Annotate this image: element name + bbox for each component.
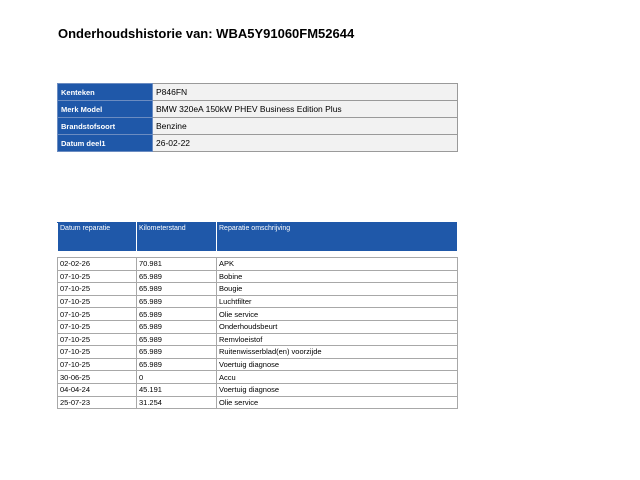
vehicle-info-table [57, 83, 458, 152]
cell-mileage: 65.989 [137, 320, 217, 333]
cell-mileage: 65.989 [137, 283, 217, 296]
vehicle-info-label: Datum deel1 [58, 135, 153, 152]
table-row [58, 320, 458, 333]
cell-mileage: 65.989 [137, 308, 217, 321]
table-row [58, 358, 458, 371]
cell-mileage: 65.989 [137, 295, 217, 308]
cell-description: Luchtfilter [217, 295, 458, 308]
table-row [58, 346, 458, 359]
table-row [58, 308, 458, 321]
table-row [58, 258, 458, 271]
cell-mileage: 65.989 [137, 358, 217, 371]
vehicle-info-value: Benzine [153, 118, 458, 135]
cell-mileage: 45.191 [137, 383, 217, 396]
vehicle-info-label: Kenteken [58, 84, 153, 101]
cell-description: Voertuig diagnose [217, 383, 458, 396]
repair-history-table [57, 222, 458, 409]
vehicle-info-label: Merk Model [58, 101, 153, 118]
vehicle-info-value: BMW 320eA 150kW PHEV Business Edition Plus [153, 101, 458, 118]
cell-date: 07-10-25 [58, 308, 137, 321]
cell-date: 04-04-24 [58, 383, 137, 396]
cell-description: Onderhoudsbeurt [217, 320, 458, 333]
table-row [58, 396, 458, 409]
vehicle-info-row [58, 101, 458, 118]
cell-date: 07-10-25 [58, 358, 137, 371]
cell-description: Olie service [217, 308, 458, 321]
cell-date: 30-06-25 [58, 371, 137, 384]
vehicle-info-value: P846FN [153, 84, 458, 101]
cell-mileage: 65.989 [137, 346, 217, 359]
cell-description: APK [217, 258, 458, 271]
column-header-description: Reparatie omschrijving [217, 223, 458, 252]
cell-date: 02-02-26 [58, 258, 137, 271]
cell-date: 07-10-25 [58, 346, 137, 359]
cell-description: Bougie [217, 283, 458, 296]
vehicle-info-row [58, 135, 458, 152]
cell-date: 07-10-25 [58, 295, 137, 308]
vehicle-info-value: 26-02-22 [153, 135, 458, 152]
column-header-date: Datum reparatie [58, 223, 137, 252]
table-row [58, 295, 458, 308]
repair-history-body [58, 252, 458, 409]
cell-date: 07-10-25 [58, 320, 137, 333]
cell-date: 07-10-25 [58, 283, 137, 296]
table-row [58, 383, 458, 396]
cell-date: 07-10-25 [58, 333, 137, 346]
cell-mileage: 70.981 [137, 258, 217, 271]
cell-description: Remvloeistof [217, 333, 458, 346]
table-header-row [58, 223, 458, 252]
table-row [58, 371, 458, 384]
cell-date: 07-10-25 [58, 270, 137, 283]
cell-date: 25-07-23 [58, 396, 137, 409]
cell-description: Accu [217, 371, 458, 384]
column-header-mileage: Kilometerstand [137, 223, 217, 252]
cell-mileage: 31.254 [137, 396, 217, 409]
cell-description: Olie service [217, 396, 458, 409]
vehicle-info-row [58, 118, 458, 135]
table-row [58, 333, 458, 346]
table-row [58, 270, 458, 283]
vehicle-info-row [58, 84, 458, 101]
vehicle-info-label: Brandstofsoort [58, 118, 153, 135]
cell-mileage: 65.989 [137, 270, 217, 283]
cell-description: Voertuig diagnose [217, 358, 458, 371]
cell-description: Ruitenwisserblad(en) voorzijde [217, 346, 458, 359]
table-row [58, 283, 458, 296]
cell-mileage: 0 [137, 371, 217, 384]
cell-mileage: 65.989 [137, 333, 217, 346]
cell-description: Bobine [217, 270, 458, 283]
page-title: Onderhoudshistorie van: WBA5Y91060FM52644 [58, 26, 355, 41]
